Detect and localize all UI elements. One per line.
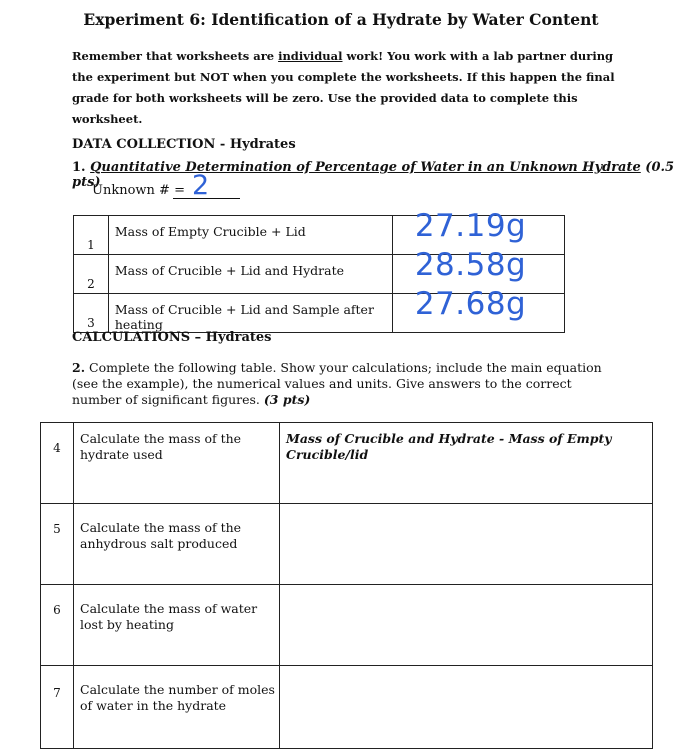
row-number: 5 <box>41 504 74 585</box>
worksheet-instructions <box>72 46 632 130</box>
q2-text: Complete the following table. Show your calculations; include the main equation (see the example), the numerical values and units. Give answers to the correct number of significant figures. <box>72 360 602 407</box>
table-row <box>74 294 565 333</box>
table-row <box>41 666 653 749</box>
q1-number: 1. <box>72 160 86 175</box>
row-label: Mass of Crucible + Lid and Hydrate <box>108 255 392 294</box>
row-number: 1 <box>74 216 109 255</box>
question-2 <box>72 360 612 408</box>
row-number: 6 <box>41 585 74 666</box>
data-table <box>73 208 565 333</box>
calculations-heading: CALCULATIONS – Hydrates <box>72 330 272 345</box>
row-label: Mass of Empty Crucible + Lid <box>108 216 392 255</box>
page-title: Experiment 6: Identification of a Hydrate by Water Content <box>83 10 599 29</box>
row-number: 7 <box>41 666 74 749</box>
row-number: 3 <box>74 294 109 333</box>
unknown-value-handwritten: 2 <box>192 170 210 201</box>
q2-points: (3 pts) <box>263 392 311 407</box>
row-label: Mass of Crucible + Lid and Sample after heating <box>108 294 392 333</box>
handwritten-value: 27.19g <box>414 208 527 244</box>
q1-title: Quantitative Determination of Percentage of Water in an Unknown Hydrate <box>90 160 641 175</box>
table-row <box>41 504 653 585</box>
row-label: Calculate the mass of the anhydrous salt produced <box>74 504 280 585</box>
unknown-label: Unknown # = <box>92 183 185 198</box>
row-label: Calculate the mass of water lost by heating <box>74 585 280 666</box>
row-label: Calculate the number of moles of water in the hydrate <box>74 666 280 749</box>
handwritten-value: 28.58g <box>414 247 527 283</box>
handwritten-value: 27.68g <box>414 286 527 322</box>
row-label: Calculate the mass of the hydrate used <box>74 423 280 504</box>
table-row <box>41 585 653 666</box>
answer-cell[interactable] <box>280 504 653 585</box>
note-part2: work! You work with a lab partner during the experiment but NOT when you complete the worksheets. If this happen the final grade for both worksheets will be zero. Use the provided data to complete this worksheet. <box>72 49 615 126</box>
note-underlined: individual <box>278 49 343 63</box>
row-number: 4 <box>41 423 74 504</box>
q2-number: 2. <box>72 360 86 375</box>
table-row <box>41 423 653 504</box>
row-number: 2 <box>74 255 109 294</box>
q1-points: (0.5 pts) <box>72 160 675 190</box>
data-collection-heading: DATA COLLECTION - Hydrates <box>72 137 296 152</box>
note-part1: Remember that worksheets are <box>72 49 279 63</box>
answer-cell[interactable] <box>280 585 653 666</box>
value-cell[interactable] <box>392 286 564 333</box>
answer-cell[interactable]: Mass of Crucible and Hydrate - Mass of Empty Crucible/lid <box>280 423 653 504</box>
answer-cell[interactable] <box>280 666 653 749</box>
